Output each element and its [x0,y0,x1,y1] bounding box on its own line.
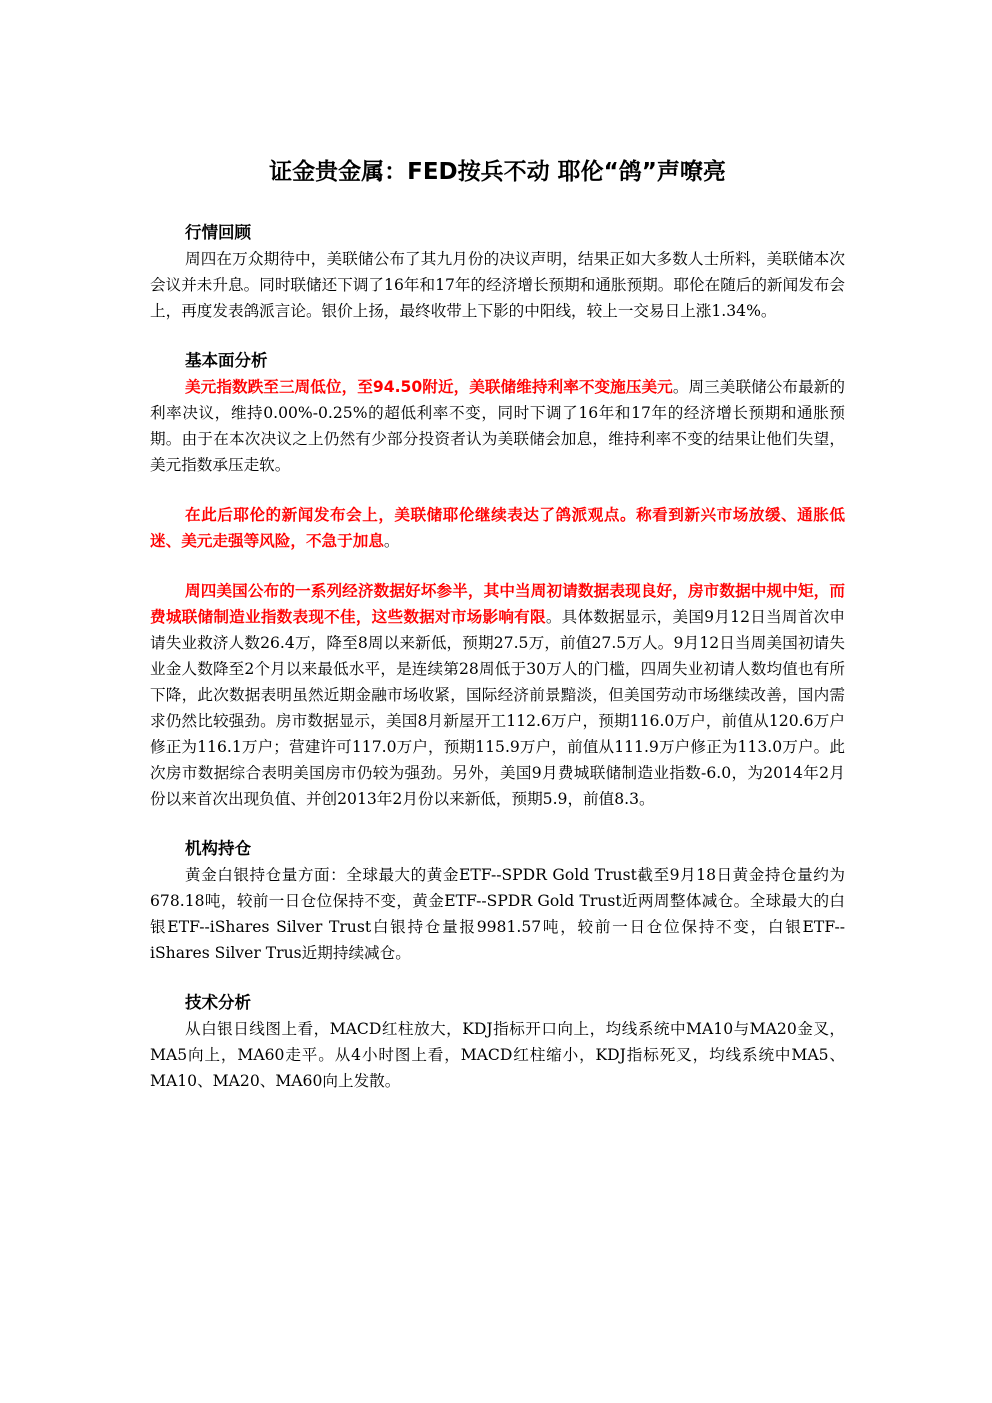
positions-paragraph: 黄金白银持仓量方面：全球最大的黄金ETF--SPDR Gold Trust截至9月18日黄金持仓量约为678.18吨，较前一日仓位保持不变，黄金ETF--SPDR Gold Trust近两周整体减仓。全球最大的白银ETF--iShares Silver Trust白银持仓量报9981.57吨，较前一日仓位保持不变，白银ETF--iShares Silver Trus近期持续减仓。 [150,866,845,962]
section-heading-market-review: 行情回顾 [185,223,251,242]
section-institutional-positions [150,836,845,966]
section-heading-technical-analysis: 技术分析 [185,993,251,1012]
section-fundamental-analysis [150,348,845,812]
fundamental-paragraph-3 [150,578,845,812]
document-page [150,150,845,1118]
highlight-yellen-dovish: 在此后耶伦的新闻发布会上，美联储耶伦继续表达了鸽派观点。称看到新兴市场放缓、通胀低迷、美元走强等风险，不急于加息 [150,506,845,550]
section-heading-fundamental-analysis: 基本面分析 [185,351,268,370]
market-review-paragraph: 周四在万众期待中，美联储公布了其九月份的决议声明，结果正如大多数人士所料，美联储本次会议并未升息。同时联储还下调了16年和17年的经济增长预期和通胀预期。耶伦在随后的新闻发布会上，再度发表鸽派言论。银价上扬，最终收带上下影的中阳线，较上一交易日上涨1.34%。 [150,250,845,320]
section-technical-analysis [150,990,845,1094]
technical-paragraph: 从白银日线图上看，MACD红柱放大，KDJ指标开口向上，均线系统中MA10与MA20金叉，MA5向上，MA60走平。从4小时图上看，MACD红柱缩小，KDJ指标死叉，均线系统中MA5、MA10、MA20、MA60向上发散。 [150,1020,845,1090]
section-market-review [150,220,845,324]
document-title: 证金贵金属：FED按兵不动 耶伦“鸽”声嘹亮 [269,159,726,185]
fundamental-paragraph-1-text: 。周三美联储公布最新的利率决议，维持0.00%-0.25%的超低利率不变，同时下调了16年和17年的经济增长预期和通胀预期。由于在本次决议之上仍然有少部分投资者认为美联储会加息，维持利率不变的结果让他们失望，美元指数承压走软。 [150,378,845,474]
highlight-dollar-index: 美元指数跌至三周低位，至94.50附近，美联储维持利率不变施压美元 [185,378,673,396]
section-heading-institutional-positions: 机构持仓 [185,839,251,858]
fundamental-paragraph-3-text: 。具体数据显示，美国9月12日当周首次申请失业救济人数26.4万，降至8周以来新低，预期27.5万，前值27.5万人。9月12日当周美国初请失业金人数降至2个月以来最低水平，是连续第28周低于30万人的门槛，四周失业初请人数均值也有所下降，此次数据表明虽然近期金融市场收紧，国际经济前景黯淡，但美国劳动市场继续改善，国内需求仍然比较强劲。房市数据显示，美国8月新屋开工112.6万户，预期116.0万户，前值从120.6万户修正为116.1万户；营建许可117.0万户，预期115.9万户，前值从111.9万户修正为113.0万户。此次房市数据综合表明美国房市仍较为强劲。另外，美国9月费城联储制造业指数-6.0，为2014年2月份以来首次出现负值、并创2013年2月份以来新低，预期5.9，前值8.3。 [150,608,845,808]
fundamental-paragraph-2-text: 。 [383,532,400,550]
fundamental-paragraph-2 [150,502,845,554]
fundamental-paragraph-1 [150,374,845,478]
highlight-economic-data: 周四美国公布的一系列经济数据好坏参半，其中当周初请数据表现良好，房市数据中规中矩，而费城联储制造业指数表现不佳，这些数据对市场影响有限 [150,582,845,626]
